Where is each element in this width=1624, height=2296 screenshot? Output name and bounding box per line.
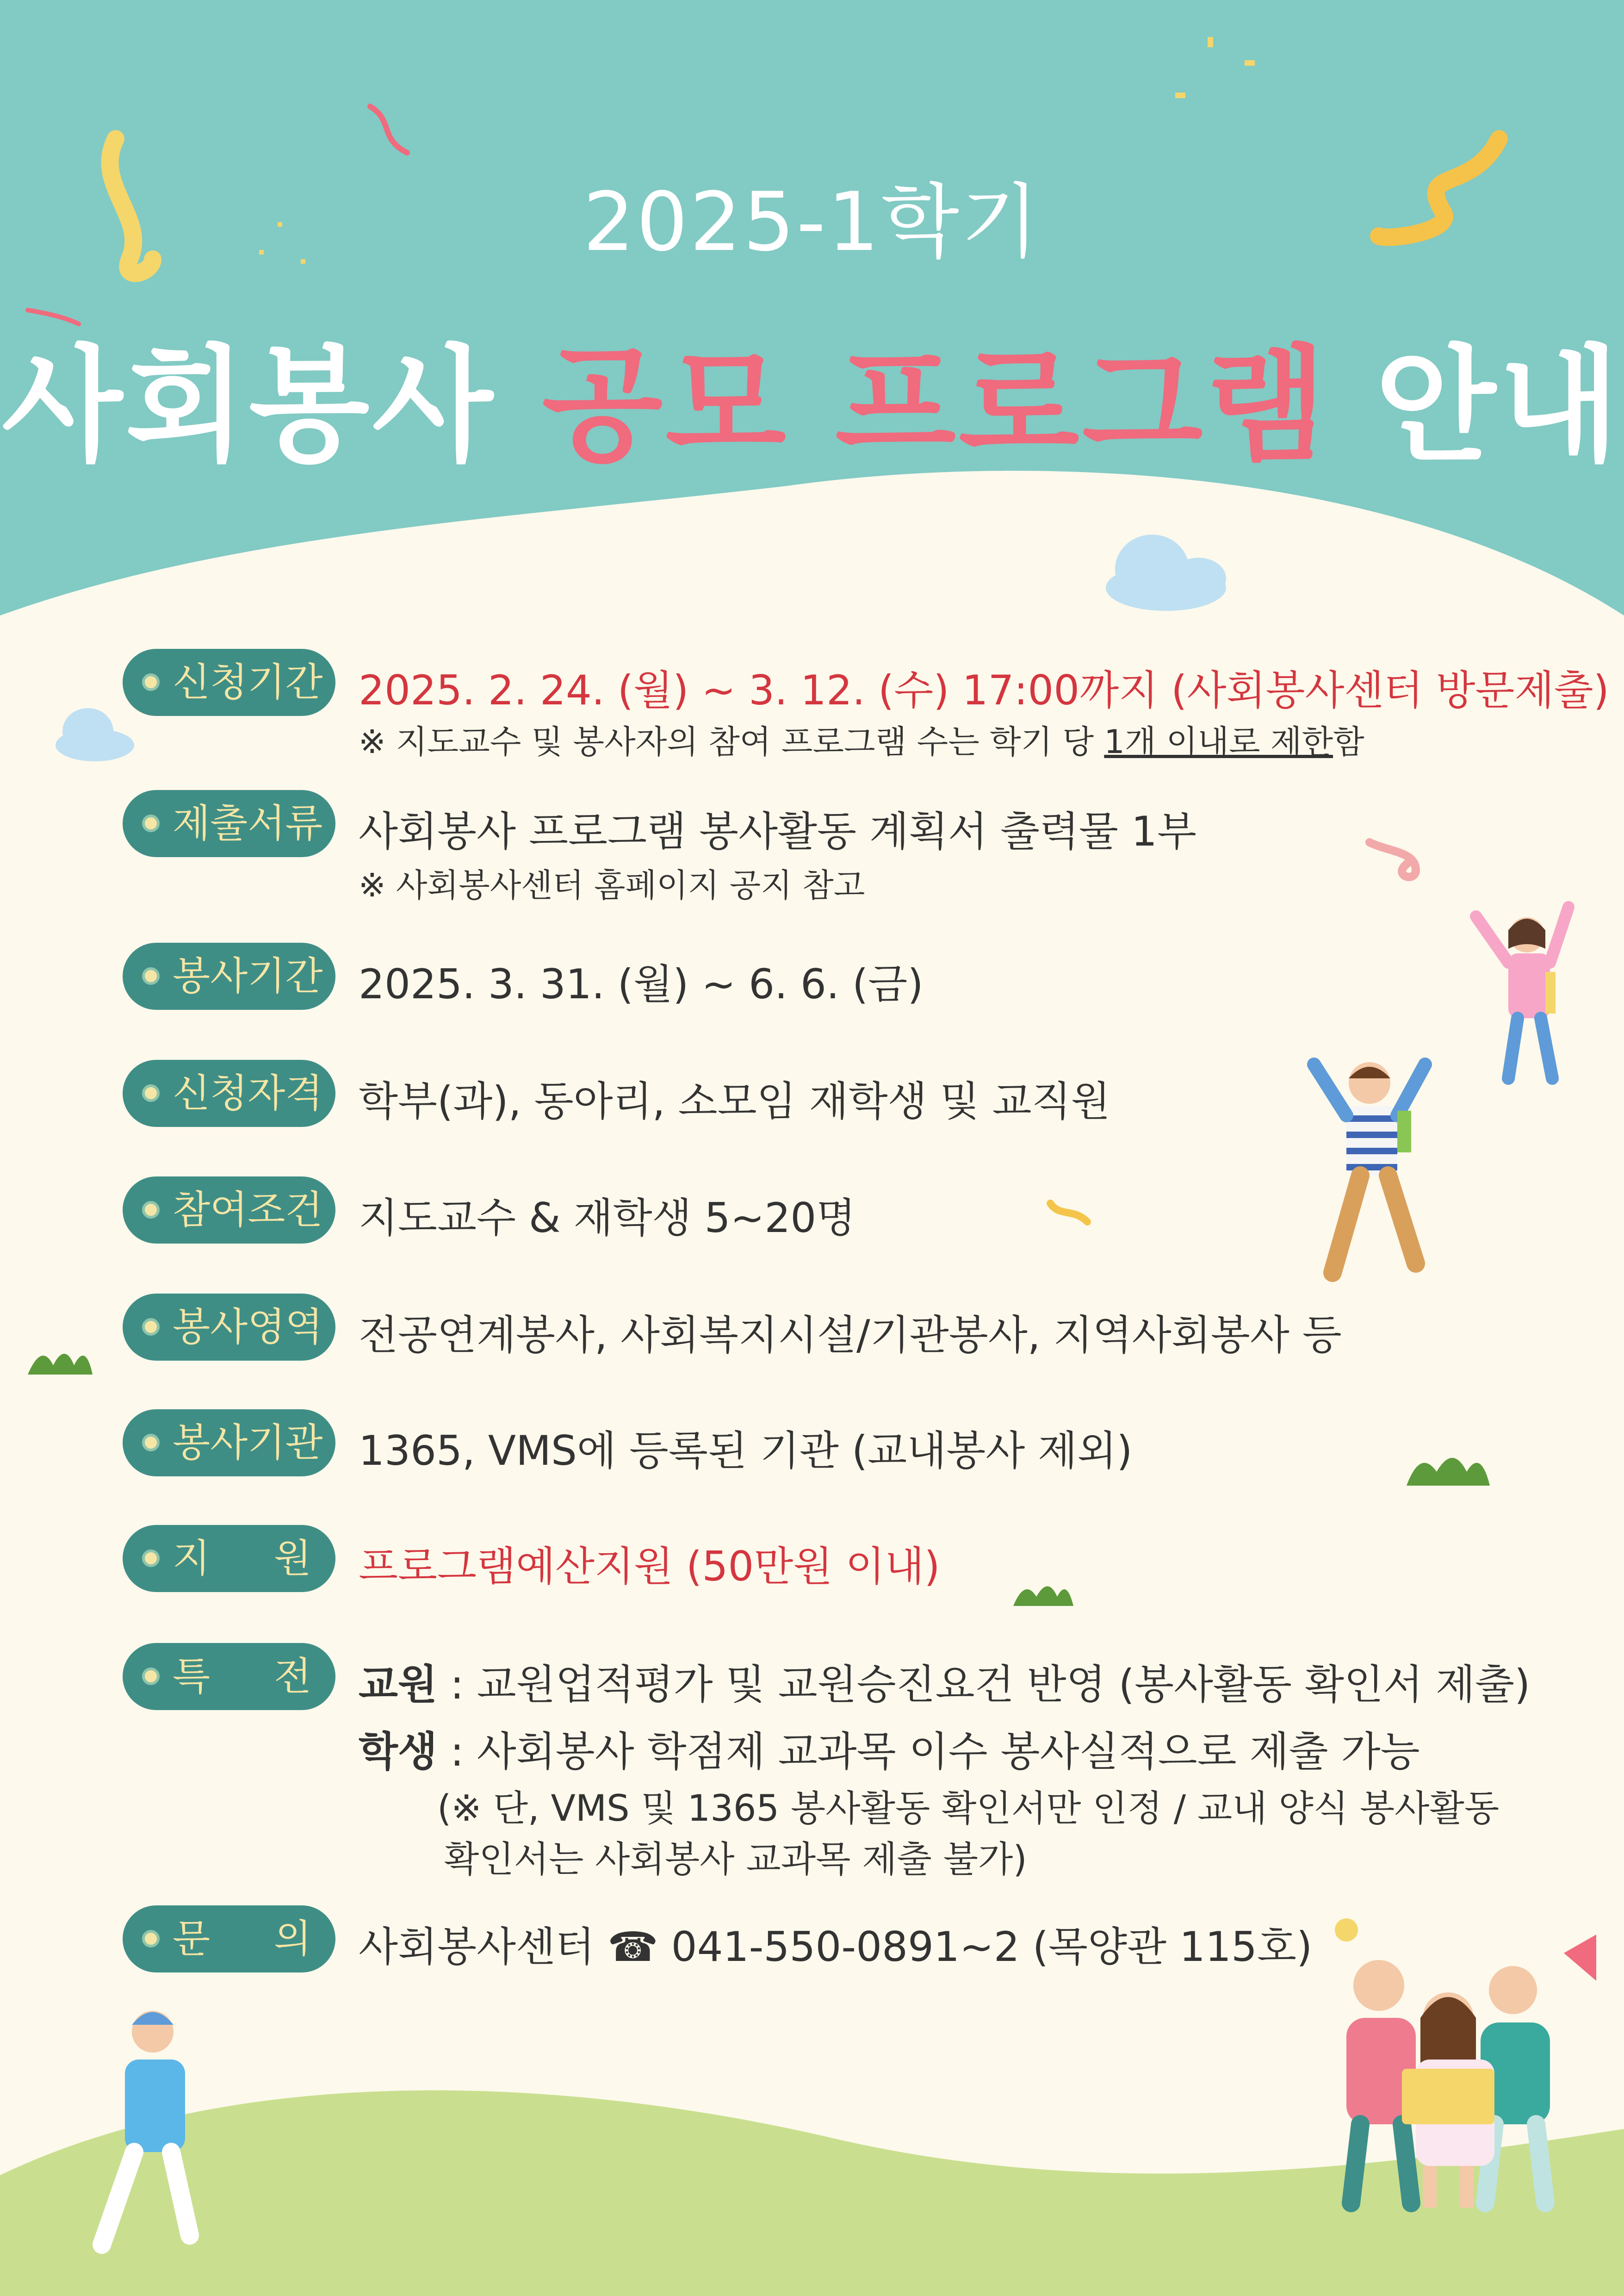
faculty-value: : 교원업적평가 및 교원승진요건 반영 (봉사활동 확인서 제출)	[437, 1661, 1531, 1708]
label-text: 제출서류	[173, 801, 323, 846]
bullet-icon	[142, 1318, 160, 1336]
page-title	[0, 305, 1624, 485]
bullet-icon	[142, 815, 160, 832]
benefits-student	[359, 1719, 1420, 1778]
label-text: 신청기간	[173, 660, 323, 705]
label-text: 봉사기간	[173, 953, 323, 999]
bullet-icon	[142, 967, 160, 985]
label-pill	[123, 1294, 335, 1361]
label-text: 신청자격	[173, 1070, 323, 1116]
label-char: 특	[173, 1654, 211, 1699]
bullet-icon	[142, 1930, 160, 1948]
label-pill	[123, 1176, 335, 1244]
bullet-icon	[142, 673, 160, 691]
phone-icon: ☎	[607, 1923, 658, 1971]
label-char: 의	[273, 1916, 311, 1961]
label-pill	[123, 943, 335, 1010]
label-pill	[123, 1643, 335, 1710]
label-text	[173, 1525, 311, 1592]
documents-value: 사회봉사 프로그램 봉사활동 계획서 출력물 1부	[359, 808, 1197, 855]
term-heading: 2025-1학기	[583, 175, 1041, 269]
service-period-value: 2025. 3. 31. (월) ~ 6. 6. (금)	[359, 960, 924, 1008]
label-text: 봉사영역	[173, 1304, 323, 1350]
label-text: 참여조건	[173, 1187, 323, 1232]
label-pill	[123, 649, 335, 716]
student-label: 학생	[359, 1728, 438, 1775]
contact-office: 사회봉사센터	[359, 1923, 608, 1971]
note-text-end: 함	[1333, 723, 1364, 761]
bullet-icon	[142, 1201, 160, 1219]
contact-value	[359, 1915, 1312, 1973]
label-char: 문	[173, 1916, 211, 1961]
student-value: : 사회봉사 학점제 교과목 이수 봉사실적으로 제출 가능	[437, 1728, 1420, 1775]
label-text	[173, 1905, 311, 1972]
note-text: ※ 지도교수 및 봉사자의 참여 프로그램 수는 학기 당	[359, 723, 1104, 761]
label-pill	[123, 1060, 335, 1127]
documents-note: ※ 사회봉사센터 홈페이지 공지 참고	[359, 866, 865, 904]
label-char: 지	[173, 1536, 211, 1581]
faculty-label: 교원	[359, 1661, 438, 1708]
label-pill	[123, 1525, 335, 1592]
bullet-icon	[142, 1434, 160, 1451]
contact-phone: 041-550-0891~2 (목양관 115호)	[658, 1923, 1313, 1971]
bullet-icon	[142, 1084, 160, 1102]
bullet-icon	[142, 1549, 160, 1567]
title-part-highlight: 공모 프로그램	[542, 333, 1329, 479]
support-value: 프로그램예산지원 (50만원 이내)	[359, 1543, 940, 1590]
label-text	[173, 1643, 311, 1710]
label-char: 원	[273, 1536, 311, 1581]
application-period-value: 2025. 2. 24. (월) ~ 3. 12. (수) 17:00까지 (사회봉사센터 방문제출)	[359, 666, 1609, 714]
application-period-note	[359, 716, 1364, 763]
bullet-icon	[142, 1668, 160, 1685]
benefits-caution-1: (※ 단, VMS 및 1365 봉사활동 확인서만 인정 / 교내 양식 봉사활동	[437, 1788, 1500, 1829]
benefits-faculty	[359, 1652, 1530, 1711]
label-char: 전	[273, 1654, 311, 1699]
eligibility-value: 학부(과), 동아리, 소모임 재학생 및 교직원	[359, 1077, 1110, 1125]
note-underlined: 1개 이내로 제한	[1104, 723, 1333, 761]
label-pill	[123, 1409, 335, 1476]
institutions-value: 1365, VMS에 등록된 기관 (교내봉사 제외)	[359, 1427, 1133, 1475]
title-part-2: 안내	[1375, 333, 1622, 479]
conditions-value: 지도교수 & 재학생 5~20명	[359, 1194, 856, 1242]
label-pill	[123, 1905, 335, 1972]
label-text: 봉사기관	[173, 1420, 323, 1465]
title-part-1: 사회봉사	[2, 333, 496, 479]
label-pill	[123, 790, 335, 857]
areas-value: 전공연계봉사, 사회복지시설/기관봉사, 지역사회봉사 등	[359, 1311, 1342, 1359]
benefits-caution-2: 확인서는 사회봉사 교과목 제출 불가)	[444, 1839, 1027, 1880]
